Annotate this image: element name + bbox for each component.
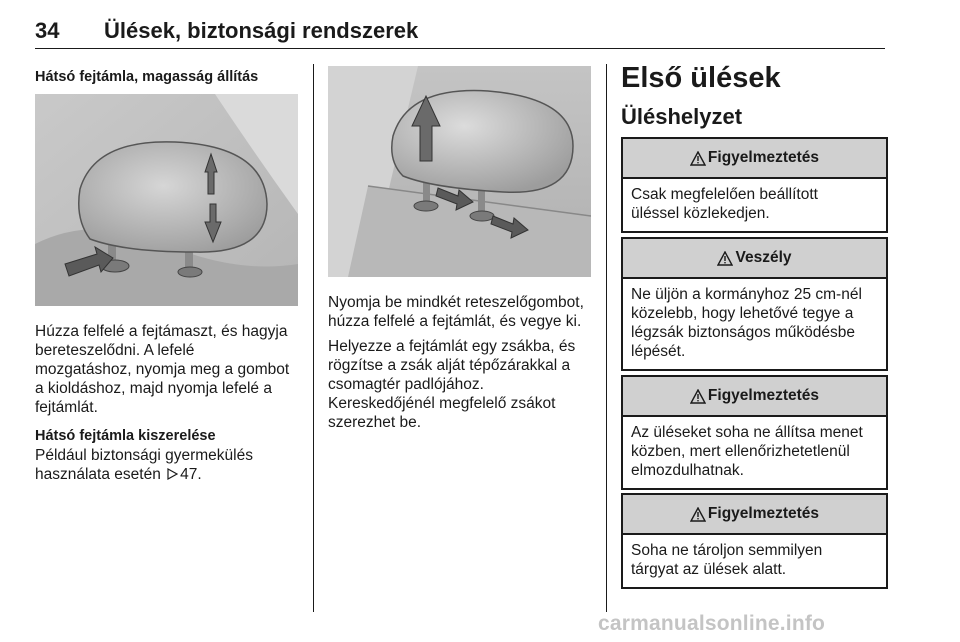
- text-line: tárgyat az ülések alatt.: [631, 561, 787, 578]
- instructions-removal: [328, 293, 603, 432]
- warning-triangle-icon: [717, 251, 733, 266]
- section-heading: [35, 68, 305, 87]
- text-line: légzsák biztonságos működésbe: [631, 324, 856, 341]
- text-line: bereteszelődni. A lefelé: [35, 342, 195, 359]
- danger-label: Veszély: [735, 249, 792, 266]
- text-line: Húzza felfelé a fejtámaszt, és hagyja: [35, 323, 288, 340]
- text-line: közelebb, hogy lehetővé tegye a: [631, 305, 854, 322]
- section-heading-text: Hátsó fejtámla, magasság állítás: [35, 69, 259, 85]
- text-line: közben, mert ellenőrizhetetlenül: [631, 443, 850, 460]
- column-divider: [313, 64, 314, 612]
- text-fragment: használata esetén: [35, 466, 161, 483]
- text-line: Ne üljön a kormányhoz 25 cm-nél: [631, 286, 862, 303]
- danger-header: [623, 239, 886, 279]
- text-line: csomagtér padlójához.: [328, 376, 484, 393]
- page-title: Ülések, biztonsági rendszerek: [104, 18, 419, 43]
- text-line: elmozdulhatnak.: [631, 462, 744, 479]
- headrest-removal-illustration: [328, 66, 591, 277]
- headrest-height-illustration: [35, 94, 298, 306]
- warning-label: Figyelmeztetés: [707, 149, 820, 166]
- warning-triangle-icon: [690, 507, 706, 522]
- text-line: mozgatáshoz, nyomja meg a gombot: [35, 361, 290, 378]
- warning-header: [623, 377, 886, 417]
- text-line: Soha ne tároljon semmilyen: [631, 542, 823, 559]
- text-line: Az üléseket soha ne állítsa menet: [631, 424, 863, 441]
- text-line: fejtámlát.: [35, 399, 98, 416]
- column-divider: [606, 64, 607, 612]
- page-number: 34: [35, 18, 60, 43]
- text-line: húzza felfelé a fejtámlát, és vegye ki.: [328, 313, 582, 330]
- text-line: Kereskedőjénél megfelelő zsákot: [328, 395, 556, 412]
- section-subtitle: Üléshelyzet: [621, 104, 743, 129]
- text-line-with-ref: [35, 465, 307, 484]
- watermark: carmanualsonline.info: [598, 612, 826, 635]
- text-line: üléssel közlekedjen.: [631, 205, 770, 222]
- warning-label: Figyelmeztetés: [707, 387, 820, 404]
- warning-header: [623, 139, 886, 179]
- warning-triangle-icon: [690, 151, 706, 166]
- warning-box: [621, 375, 888, 490]
- text-line: Helyezze a fejtámlát egy zsákba, és: [328, 338, 576, 355]
- section-title: Első ülések: [621, 62, 781, 94]
- text-line: a kioldáshoz, majd nyomja lefelé a: [35, 380, 272, 397]
- text-line: szerezhet be.: [328, 414, 422, 431]
- text-line: lépését.: [631, 343, 686, 360]
- headrest-removal-image: [328, 66, 591, 277]
- warning-box: [621, 493, 888, 589]
- instructions-height: [35, 322, 307, 484]
- warning-label: Figyelmeztetés: [707, 505, 820, 522]
- headrest-height-image: [35, 94, 298, 306]
- warning-header: [623, 495, 886, 535]
- warning-text: [623, 179, 886, 231]
- danger-box: [621, 237, 888, 371]
- danger-text: [623, 279, 886, 369]
- warning-text: [623, 417, 886, 488]
- text-line: Nyomja be mindkét reteszelőgombot,: [328, 294, 584, 311]
- warning-text: [623, 535, 886, 587]
- text-line: Például biztonsági gyermekülés: [35, 447, 253, 464]
- page-reference-icon: [167, 468, 178, 480]
- subheading: Hátsó fejtámla kiszerelése: [35, 428, 216, 444]
- header-rule: [35, 48, 885, 49]
- warning-triangle-icon: [690, 389, 706, 404]
- page-reference-link[interactable]: 47.: [180, 466, 202, 483]
- text-line: Csak megfelelően beállított: [631, 186, 818, 203]
- warning-box: [621, 137, 888, 233]
- text-line: rögzítse a zsák alját tépőzárakkal a: [328, 357, 571, 374]
